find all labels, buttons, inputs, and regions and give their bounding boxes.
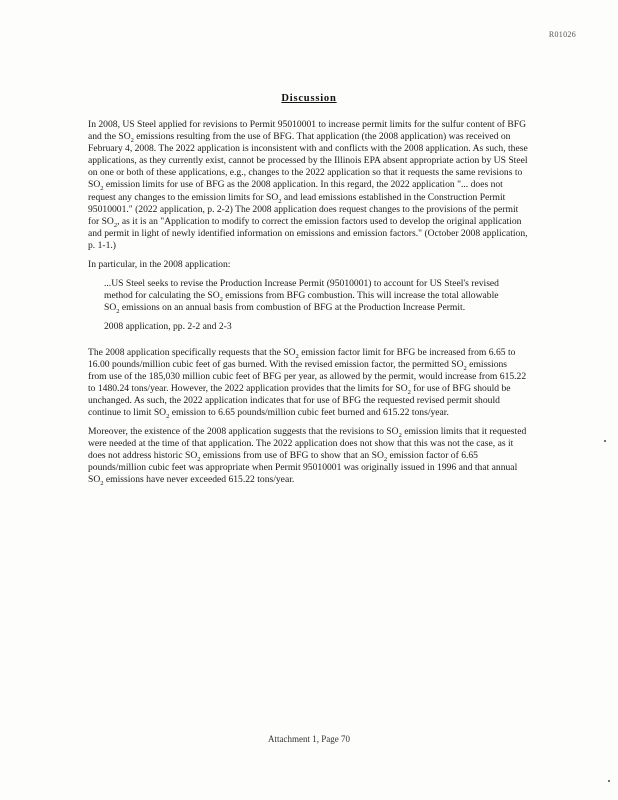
- scan-speck: [604, 440, 606, 442]
- page-footer: Attachment 1, Page 70: [268, 734, 350, 744]
- paragraph: In particular, in the 2008 application:: [88, 259, 231, 271]
- paragraph: The 2008 application specifically requests that the $SO_2$ emission factor limit for BFG be increased from 6.65 to 16.00 pounds/million cubic feet of gas burned. With the revised emission factor, the permitted $SO_2$ emissions from use of the 185,030 million cubic feet of BFG per year, as allowed by the permit, would increase from 615.22 to 1480.24 tons/year. However, the 2022 application provides that the limits for $SO_2$ for use of BFG should be unchanged. As such, the 2022 application indicates that for use of BFG the requested revised permit should continue to limit $SO_2$ emission to 6.65 pounds/million cubic feet burned and 615.22 tons/year.: [88, 346, 527, 420]
- bates-number: R01026: [548, 30, 576, 39]
- paragraph: Moreover, the existence of the 2008 application suggests that the revisions to $SO_2$ emission limits that it requested were needed at the time of that application. The 2022 application does not show that this was not the case, as it does not address historic $SO_2$ emissions from use of BFG to show that an $SO_2$ emission factor of 6.65 pounds/million cubic feet was appropriate when Permit 95010001 was originally issued in 1996 and that annual $SO_2$ emissions have never exceeded 615.22 tons/year.: [88, 426, 527, 488]
- paragraph: In 2008, US Steel applied for revisions to Permit 95010001 to increase permit limits for the sulfur content of BFG and the $SO_2$ emissions resulting from the use of BFG. That application (the 2008 application) was received on February 4, 2008. The 2022 application is inconsistent with and conflicts with the 2008 application. As such, these applications, as they currently exist, cannot be processed by the Illinois EPA absent appropriate action by US Steel on one or both of these applications, e.g., changes to the 2022 application so that it requests the same revisions to $SO_2$ emission limits for use of BFG as the 2008 application. In this regard, the 2022 application "... does not request any changes to the emission limits for $SO_2$ and lead emissions established in the Construction Permit 95010001." (2022 application, p. 2-2) The 2008 application does request changes to the provisions of the permit for $SO_2$, as it is an "Application to modify to correct the emission factors used to develop the original application and permit in light of newly identified information on emissions and emission factors." (October 2008 application, p. 1-1.): [88, 119, 528, 251]
- document-body: [88, 119, 528, 494]
- block-quote: ...US Steel seeks to revise the Production Increase Permit (95010001) to account for US Steel's revised method for calculating the $SO_2$ emissions from BFG combustion. This will increase the total allowable $SO_2$ emissions on an annual basis from combustion of BFG at the Production Increase Permit.: [104, 278, 499, 316]
- page-heading: Discussion: [281, 93, 337, 104]
- scan-speck: [608, 780, 610, 782]
- quote-citation: 2008 application, pp. 2-2 and 2-3: [104, 321, 232, 333]
